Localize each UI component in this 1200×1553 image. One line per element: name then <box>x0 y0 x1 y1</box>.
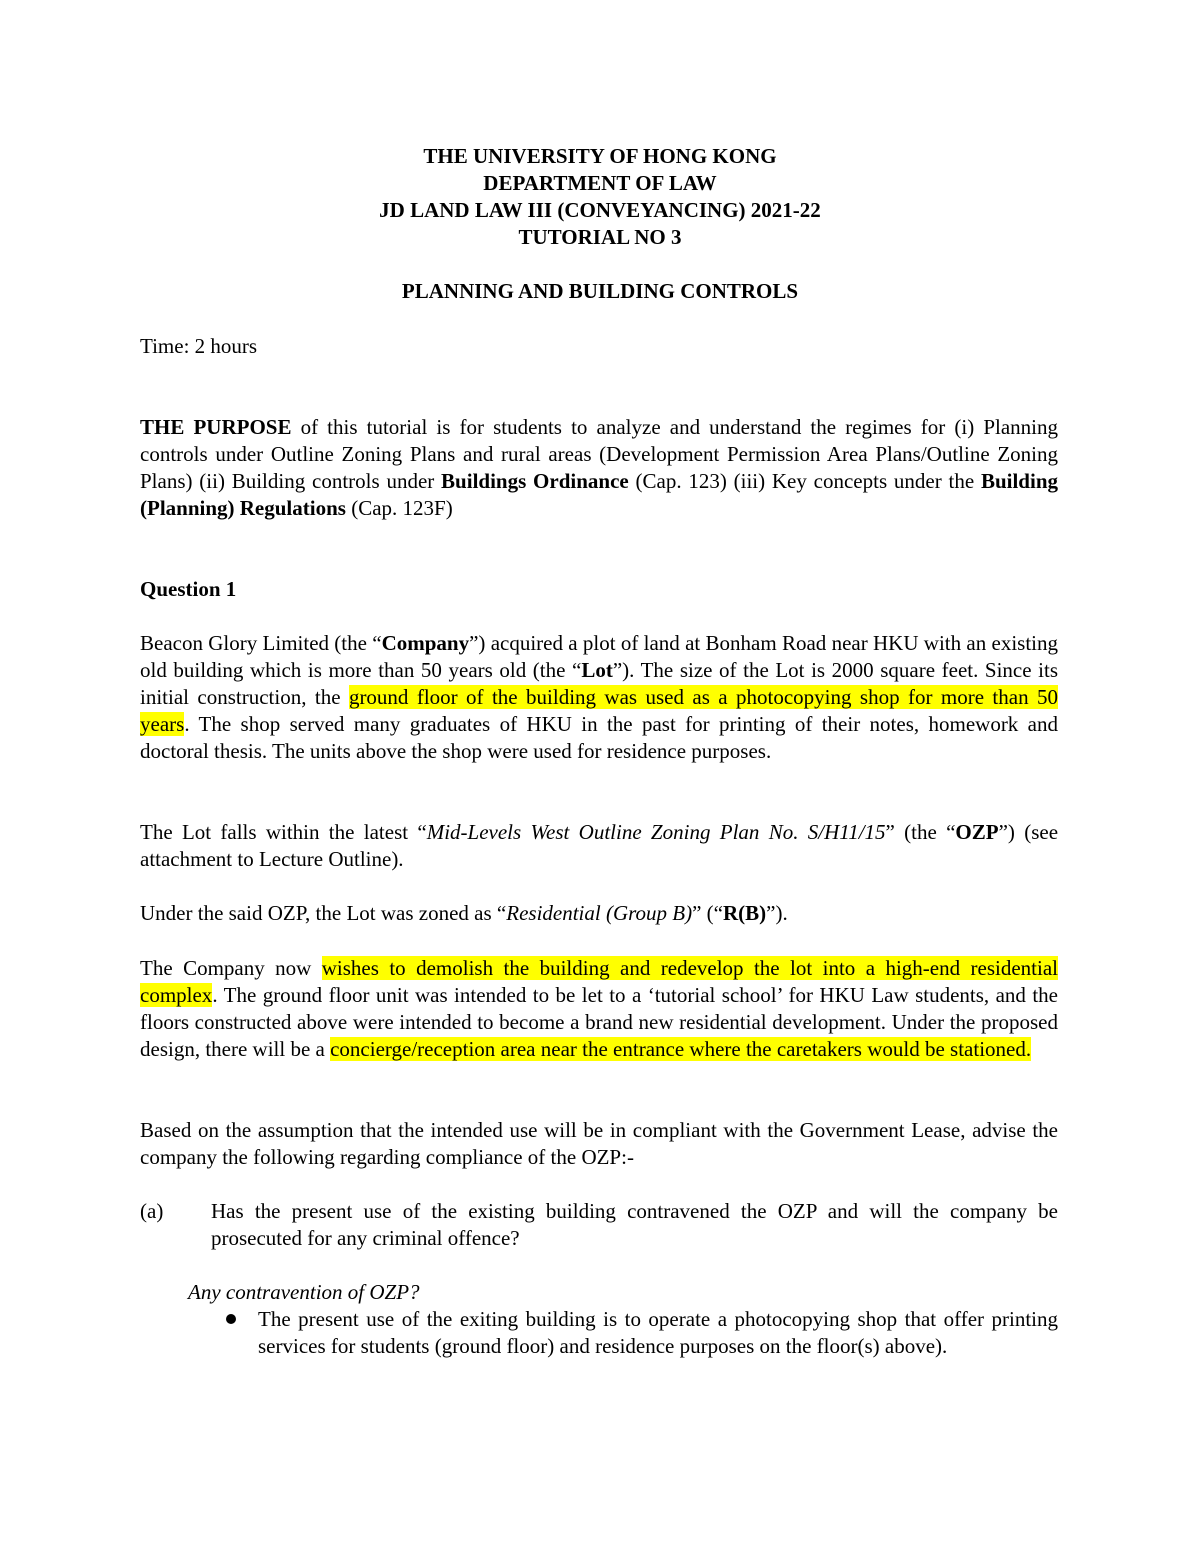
instruction-paragraph: Based on the assumption that the intended use will be in compliant with the Government Lease, advise the company the following regarding compliance of the OZP:- <box>140 1118 1058 1169</box>
time-note: Time: 2 hours <box>140 334 258 358</box>
purpose-paragraph: THE PURPOSE of this tutorial is for students to analyze and understand the regimes for (i) Planning controls under Outline Zoning Plans and rural areas (Development Permission Area Plans/Outline Zoning Plans) (ii) Building controls under Buildings Ordinance (Cap. 123) (iii) Key concepts under the Building (Planning) Regulations (Cap. 123F) <box>140 415 1059 520</box>
facts-paragraph-1: Beacon Glory Limited (the “Company”) acquired a plot of land at Bonham Road near HKU with an existing old building which is more than 50 years old (the “Lot”). The size of the Lot is 2000 square feet. Since its initial construction, the ground floor of the building was used as a photocopying shop for more than 50 years. The shop served many graduates of HKU in the past for printing of their notes, homework and doctoral thesis. The units above the shop were used for residence purposes. <box>140 631 1059 763</box>
highlight-redevelop: wishes to demolish the building and redevelop the lot into a high-end residential complex <box>140 956 1058 1007</box>
facts-paragraph-2: The Lot falls within the latest “Mid-Levels West Outline Zoning Plan No. S/H11/15” (the “OZP”) (see attachment to Lecture Outline). <box>140 820 1059 871</box>
header-course: JD LAND LAW III (CONVEYANCING) 2021-22 <box>379 198 821 222</box>
bullet-icon <box>226 1314 236 1324</box>
question-heading: Question 1 <box>140 577 237 601</box>
facts-paragraph-4: The Company now wishes to demolish the building and redevelop the lot into a high-end residential complex. The ground floor unit was intended to be let to a ‘tutorial school’ for HKU Law students, and the floors constructed above were intended to become a brand new residential development. Under the proposed design, there will be a concierge/reception area near the entrance where the caretakers would be stationed. <box>140 956 1058 1061</box>
header-department: DEPARTMENT OF LAW <box>483 171 717 195</box>
facts-paragraph-3: Under the said OZP, the Lot was zoned as “Residential (Group B)” (“R(B)”). <box>140 901 788 925</box>
subheading-contravention: Any contravention of OZP? <box>188 1280 420 1304</box>
purpose-lead: THE PURPOSE <box>140 415 292 439</box>
highlight-photocopying-shop: ground floor of the building was used as a photocopying shop for more than 50 years <box>140 685 1058 736</box>
header-tutorial: TUTORIAL NO 3 <box>518 225 682 249</box>
document-title: PLANNING AND BUILDING CONTROLS <box>401 279 799 303</box>
bullet-text: The present use of the exiting building is to operate a photocopying shop that offer printing services for students (ground floor) and residence purposes on the floor(s) above). <box>258 1307 1058 1358</box>
highlight-concierge: concierge/reception area near the entrance where the caretakers would be stationed. <box>330 1037 1032 1061</box>
question-a-text: Has the present use of the existing building contravened the OZP and will the company be prosecuted for any criminal offence? <box>211 1199 1058 1250</box>
question-a-label: (a) <box>140 1199 164 1223</box>
header-university: THE UNIVERSITY OF HONG KONG <box>423 144 777 168</box>
